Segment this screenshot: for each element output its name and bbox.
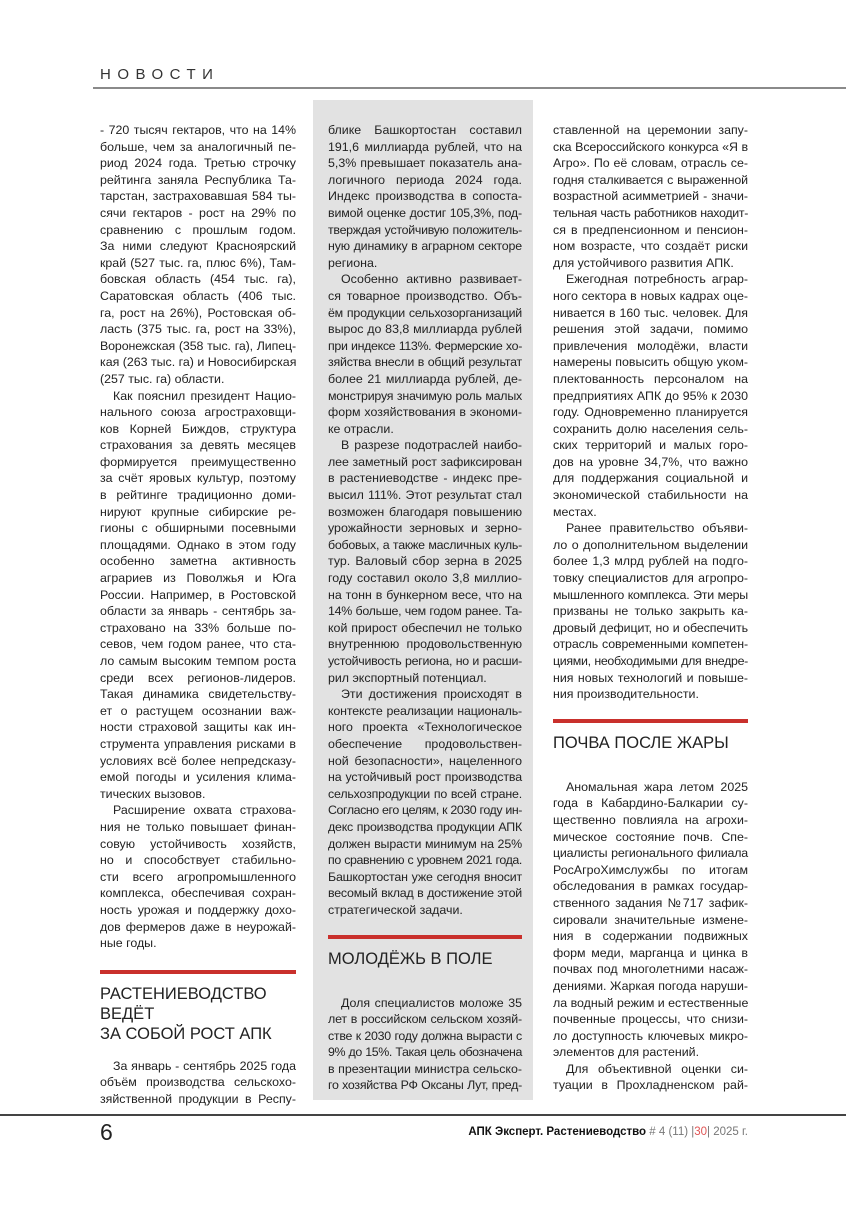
text-line: весомый вклад в достижение этой bbox=[328, 886, 522, 901]
text-line: элементов для растений. bbox=[553, 1045, 700, 1060]
text-line: монстрируя значимую роль малых bbox=[328, 388, 522, 403]
text-line: ских территорий и малых горо- bbox=[553, 438, 748, 453]
text-line: ния производительности. bbox=[553, 687, 699, 702]
text-line: контексте реализации националь- bbox=[328, 703, 522, 718]
text-line: блике Башкортостан составил bbox=[328, 123, 522, 137]
text-line: ную динамику в аграрном секторе bbox=[328, 239, 522, 254]
text-line: Как пояснил президент Нацио- bbox=[113, 388, 296, 403]
text-line: ные годы. bbox=[100, 936, 157, 951]
text-line: ска Всероссийского конкурса «Я в bbox=[553, 139, 748, 154]
text-line: предприятиях АПК до 95% к 2030 bbox=[553, 388, 748, 403]
text-line: ло о дополнительном выделении bbox=[553, 537, 748, 552]
article-heading bbox=[328, 949, 522, 969]
text-line: Эти достижения происходят в bbox=[341, 687, 522, 702]
text-line: ла водный режим и естественные bbox=[553, 995, 749, 1010]
text-line: почвенные процессы, что снизи- bbox=[553, 1012, 748, 1027]
text-line: за счёт яровых культур, поэтому bbox=[100, 471, 296, 486]
text-line: комплекса, обеспечивая сохран- bbox=[100, 886, 296, 901]
text-line: нального союза агростраховщи- bbox=[100, 405, 296, 420]
text-line: сохранить долю населения сель- bbox=[553, 421, 748, 436]
text-line: рил экспортный потенциал. bbox=[328, 670, 487, 685]
text-line: местах. bbox=[553, 504, 597, 519]
text-line: но и способствует стабильно- bbox=[100, 853, 296, 868]
page-number: 6 bbox=[100, 1119, 113, 1145]
paragraph bbox=[328, 437, 522, 686]
text-line: дениями. Жаркая погода наруши- bbox=[553, 978, 748, 993]
text-line: среди всех регионов-лидеров. bbox=[100, 670, 296, 685]
text-line: намерены повысить общую уком- bbox=[553, 355, 748, 370]
text-line: области за январь - сентябрь за- bbox=[100, 604, 296, 619]
text-line: нируют крупные сибирские ре- bbox=[100, 504, 296, 519]
text-line: струмента управления рисками в bbox=[100, 736, 296, 751]
text-line: ке отрасли. bbox=[328, 421, 394, 436]
text-line: на устойчивый рост производства bbox=[328, 770, 522, 785]
text-line: внутреннюю продовольственную bbox=[328, 637, 522, 652]
text-line: го хозяйства РФ Оксаны Лут, пред- bbox=[328, 1078, 522, 1093]
text-line: Такая динамика свидетельству- bbox=[100, 687, 296, 702]
text-line: объём производства сельскохо- bbox=[100, 1075, 296, 1090]
footer-rule bbox=[0, 1114, 846, 1116]
text-line: более 1,3 млрд рублей на подго- bbox=[553, 554, 748, 569]
text-line: лет в российском сельском хозяй- bbox=[328, 1012, 522, 1027]
paragraph bbox=[553, 271, 748, 520]
text-line: га, рост на 26%), Ростовская об- bbox=[100, 305, 296, 320]
text-line: России. Например, в Ростовской bbox=[100, 587, 296, 602]
paragraph bbox=[328, 122, 522, 271]
paragraph bbox=[328, 995, 522, 1095]
text-line: 191,6 миллиарда рублей, что на bbox=[328, 139, 522, 154]
paragraph bbox=[553, 1061, 748, 1094]
text-line: решения этой задачи, помимо bbox=[553, 322, 748, 337]
text-line: бовская область (454 тыс. га), bbox=[100, 272, 296, 287]
text-line: тических вызовов. bbox=[100, 786, 206, 801]
text-line: отрасль современными компетен- bbox=[553, 637, 748, 652]
column-3 bbox=[553, 122, 748, 1094]
text-line: ность урожая и поддержку дохо- bbox=[100, 902, 296, 917]
text-line: экономической стабильности на bbox=[553, 488, 748, 503]
text-line: За ними следуют Красноярский bbox=[100, 239, 296, 254]
text-line: рейтинга заняла Республика Та- bbox=[100, 172, 296, 187]
text-line: Доля специалистов моложе 35 bbox=[341, 995, 522, 1010]
text-line: декс производства продукции АПК bbox=[328, 819, 522, 834]
text-line: кой прирост обеспечил не только bbox=[328, 620, 522, 635]
paragraph bbox=[100, 802, 296, 951]
section-label: НОВОСТИ bbox=[100, 66, 220, 83]
text-line: Ежегодная потребность аграр- bbox=[566, 272, 748, 287]
text-line: больше, чем за аналогичный пе- bbox=[100, 139, 296, 154]
text-line: 14% больше, чем годом ранее. Та- bbox=[328, 604, 522, 619]
article-heading bbox=[553, 733, 748, 753]
text-line: вимой оценке достиг 105,3%, под- bbox=[328, 205, 522, 220]
text-line: году составил около 3,8 миллио- bbox=[328, 571, 522, 586]
text-line: формируется преимущественно bbox=[100, 454, 296, 469]
text-line: высил 111%. Этот результат стал bbox=[328, 488, 522, 503]
text-line: площадями. Однако в этом году bbox=[100, 537, 296, 552]
issue-total: 30 bbox=[694, 1126, 708, 1138]
text-line: по сравнению с уровнем 2021 года. bbox=[328, 853, 522, 868]
header-rule bbox=[93, 87, 846, 89]
text-line: условиях всё более непредсказу- bbox=[100, 753, 296, 768]
text-line: тур. Валовый сбор зерна в 2025 bbox=[328, 554, 522, 569]
issue-number: # 4 (11) | bbox=[649, 1126, 695, 1138]
text-line: риод 2024 года. Третью строчку bbox=[100, 156, 296, 171]
text-line: году. Одновременно планируется bbox=[553, 405, 748, 420]
heading-accent-bar bbox=[100, 970, 296, 974]
paragraph bbox=[553, 779, 748, 1061]
heading-line: ЗА СОБОЙ РОСТ АПК bbox=[100, 1024, 272, 1043]
text-line: 5,3% превышает показатель ана- bbox=[328, 156, 522, 171]
text-line: почвах под многолетними насаж- bbox=[553, 962, 748, 977]
heading-line: МОЛОДЁЖЬ В ПОЛЕ bbox=[328, 949, 493, 968]
text-line: стратегической задачи. bbox=[328, 902, 463, 917]
text-line: товку специалистов для агропро- bbox=[553, 571, 748, 586]
text-line: мышленного комплекса. Эти меры bbox=[553, 587, 748, 602]
text-line: емой погоды и усиления клима- bbox=[100, 770, 296, 785]
text-line: возможен благодаря повышению bbox=[328, 504, 522, 519]
text-line: годня сталкивается с выраженной bbox=[553, 172, 748, 187]
footer-magazine-info bbox=[468, 1126, 748, 1138]
text-line: сячи гектаров - рост на 29% по bbox=[100, 205, 296, 220]
text-line: стве к 2030 году должна вырасти с bbox=[328, 1028, 522, 1043]
text-line: зяйственной продукции в Респу- bbox=[100, 1091, 296, 1106]
text-line: аграриев из Поволжья и Юга bbox=[100, 571, 296, 586]
text-line: ся товарное производство. Объ- bbox=[328, 288, 522, 303]
article-heading-block bbox=[328, 935, 522, 969]
text-line: ственного задания №717 зафик- bbox=[553, 895, 748, 910]
text-line: циями, необходимыми для внедре- bbox=[553, 654, 748, 668]
magazine-title: АПК Эксперт. Растениеводство bbox=[468, 1126, 647, 1138]
column-1 bbox=[100, 122, 296, 1107]
text-line: севов, чем годом ранее, что ста- bbox=[100, 637, 296, 652]
paragraph bbox=[100, 1058, 296, 1108]
text-line: ставленной на церемонии запу- bbox=[553, 123, 748, 137]
text-line: щественно повлияла на агрохи- bbox=[553, 812, 748, 827]
text-line: Аномальная жара летом 2025 bbox=[566, 779, 748, 794]
text-line: Воронежская (358 тыс. га), Липец- bbox=[100, 338, 296, 353]
text-line: вырос до 83,8 миллиарда рублей bbox=[328, 322, 522, 337]
text-line: особенно заметна активность bbox=[100, 554, 296, 569]
text-line: возрастной асимметрией - значи- bbox=[553, 189, 748, 204]
text-line: сравнению с прошлым годом. bbox=[100, 222, 296, 237]
text-line: должен вырасти минимум на 25% bbox=[328, 836, 522, 851]
text-line: В разрезе подотраслей наибо- bbox=[341, 438, 522, 453]
text-line: ной безопасности», нацеленного bbox=[328, 753, 522, 768]
paragraph bbox=[553, 122, 748, 271]
text-line: ния новых технологий и повыше- bbox=[553, 670, 748, 685]
text-line: в презентации министра сельско- bbox=[328, 1061, 522, 1076]
heading-accent-bar bbox=[553, 719, 748, 723]
text-line: Для объективной оценки си- bbox=[566, 1061, 748, 1076]
text-line: Саратовская область (406 тыс. bbox=[100, 288, 296, 303]
paragraph bbox=[328, 271, 522, 437]
text-line: логичного периода 2024 года. bbox=[328, 172, 522, 187]
text-line: страховано на 33% больше по- bbox=[100, 620, 296, 635]
text-line: урожайности зерновых и зерно- bbox=[328, 521, 522, 536]
text-line: призваны не только закрыть ка- bbox=[553, 604, 748, 619]
text-line: года в Кабардино-Балкарии су- bbox=[553, 796, 748, 811]
text-line: в рейтинге традиционно доми- bbox=[100, 488, 296, 503]
text-line: дов фермеров даже в неурожай- bbox=[100, 919, 296, 934]
text-line: для устойчивого развития АПК. bbox=[553, 255, 734, 270]
text-line: циалисты регионального филиала bbox=[553, 846, 748, 861]
text-line: край (527 тыс. га, плюс 6%), Там- bbox=[100, 255, 296, 270]
issue-year: | 2025 г. bbox=[707, 1126, 748, 1138]
text-line: тверждая устойчивую положитель- bbox=[328, 222, 522, 237]
article-heading-block bbox=[100, 970, 296, 1044]
text-line: зяйства внесли в общий результат bbox=[328, 355, 522, 370]
text-line: дов на уровне 34,7%, что важно bbox=[553, 454, 748, 469]
text-line: - 720 тысяч гектаров, что на 14% bbox=[100, 123, 296, 137]
text-line: региона. bbox=[328, 255, 378, 270]
text-line: Индекс производства в сопоста- bbox=[328, 189, 522, 204]
text-line: Агро». По её словам, отрасль се- bbox=[553, 156, 748, 171]
paragraph bbox=[100, 388, 296, 803]
paragraph bbox=[328, 686, 522, 918]
text-line: ния в содержании подвижных bbox=[553, 929, 748, 944]
column-2 bbox=[328, 122, 522, 1094]
text-line: ло доступность ключевых микро- bbox=[553, 1028, 748, 1043]
text-line: ном возрасте, что создаёт риски bbox=[553, 239, 748, 254]
text-line: ков Корней Биждов, структура bbox=[100, 421, 296, 436]
text-line: Башкортостан уже сегодня вносит bbox=[328, 869, 522, 884]
text-line: ния не только повышает финан- bbox=[100, 819, 296, 834]
text-line: сельхозпродукции по всей стране. bbox=[328, 786, 522, 801]
text-line: ём продукции сельхозорганизаций bbox=[328, 305, 522, 320]
text-line: для поддержания социальной и bbox=[553, 471, 748, 486]
text-line: привлечения молодёжи, власти bbox=[553, 338, 748, 353]
text-line: ло самым высоким темпом роста bbox=[100, 654, 296, 668]
text-line: плектованность персоналом на bbox=[553, 371, 748, 386]
text-line: (257 тыс. га) области. bbox=[100, 371, 225, 386]
article-heading bbox=[100, 984, 296, 1044]
text-line: обследования в рамках государ- bbox=[553, 879, 748, 894]
text-line: За январь - сентябрь 2025 года bbox=[113, 1058, 296, 1073]
text-line: мическое состояние почв. Спе- bbox=[553, 829, 748, 844]
heading-line: ПОЧВА ПОСЛЕ ЖАРЫ bbox=[553, 733, 729, 752]
text-line: сти всего агропромышленного bbox=[100, 869, 296, 884]
text-line: ного проекта «Технологическое bbox=[328, 720, 522, 735]
text-line: Ранее правительство объяви- bbox=[566, 521, 748, 536]
text-line: тельная часть работников находит- bbox=[553, 205, 748, 220]
text-line: страхования за девять месяцев bbox=[100, 438, 296, 453]
text-line: на тонн в бункерном весе, что на bbox=[328, 587, 522, 602]
heading-line: РАСТЕНИЕВОДСТВО ВЕДЁТ bbox=[100, 984, 267, 1023]
text-line: ности страховой защиты как ин- bbox=[100, 720, 296, 735]
text-line: Согласно его целям, к 2030 году ин- bbox=[328, 803, 522, 818]
text-line: РосАгроХимслужбы по итогам bbox=[553, 862, 748, 877]
text-line: ет о растущем осознании важ- bbox=[100, 703, 296, 718]
text-line: нивается в 160 тыс. человек. Для bbox=[553, 305, 748, 320]
text-line: 9% до 15%. Такая цель обозначена bbox=[328, 1045, 522, 1060]
text-line: Особенно активно развивает- bbox=[341, 272, 522, 287]
text-line: форм меди, марганца и цинка в bbox=[553, 945, 748, 960]
text-line: в растениеводстве - индекс пре- bbox=[328, 471, 522, 486]
text-line: лее заметный рост зафиксирован bbox=[328, 454, 522, 469]
heading-accent-bar bbox=[328, 935, 522, 939]
text-line: гионы с обширными посевными bbox=[100, 521, 296, 536]
text-line: сировали значительные измене- bbox=[553, 912, 748, 927]
article-heading-block bbox=[553, 719, 748, 753]
text-line: более 21 миллиарда рублей, де- bbox=[328, 371, 522, 386]
text-line: ного сектора в новых кадрах оце- bbox=[553, 288, 748, 303]
text-line: ся в предпенсионном и пенсион- bbox=[553, 222, 748, 237]
text-line: устойчивость региона, но и расши- bbox=[328, 654, 522, 668]
text-line: дровый дефицит, но и обеспечить bbox=[553, 620, 748, 635]
text-line: тарстан, застраховавшая 584 ты- bbox=[100, 189, 296, 204]
text-line: кая (263 тыс. га) и Новосибирская bbox=[100, 355, 297, 370]
text-line: совую устойчивость хозяйств, bbox=[100, 836, 296, 851]
text-line: туации в Прохладненском рай- bbox=[553, 1078, 748, 1093]
text-line: Расширение охвата страхова- bbox=[113, 803, 296, 818]
paragraph bbox=[553, 520, 748, 703]
text-line: при индексе 113%. Фермерские хо- bbox=[328, 338, 522, 353]
text-line: ласть (375 тыс. га, рост на 33%), bbox=[100, 322, 296, 337]
text-line: обеспечение продовольствен- bbox=[328, 736, 522, 751]
text-line: бобовых, а также масличных куль- bbox=[328, 537, 522, 552]
paragraph bbox=[100, 122, 296, 388]
text-line: форм хозяйствования в экономи- bbox=[328, 405, 522, 420]
